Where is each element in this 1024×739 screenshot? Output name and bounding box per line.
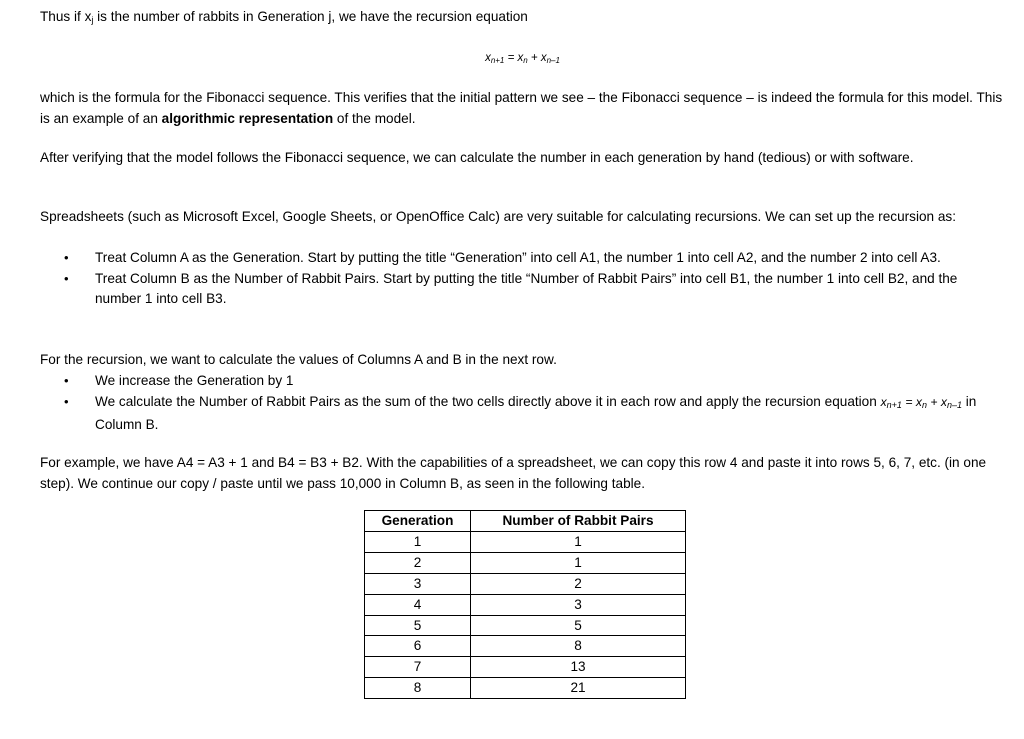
header-generation: Generation xyxy=(365,511,471,532)
table-row xyxy=(365,531,686,552)
recursion-paragraph: For the recursion, we want to calculate the values of Columns A and B in the next row. xyxy=(40,352,557,367)
recursion-list xyxy=(40,371,1005,436)
cell-rabbit-pairs: 1 xyxy=(471,531,686,552)
cell-generation: 3 xyxy=(365,573,471,594)
table-row xyxy=(365,615,686,636)
bullet-icon: • xyxy=(64,373,69,388)
table-header-row xyxy=(365,511,686,532)
bullet-icon: • xyxy=(64,270,69,286)
cell-generation: 1 xyxy=(365,531,471,552)
table-row xyxy=(365,594,686,615)
cell-rabbit-pairs: 5 xyxy=(471,615,686,636)
intro-paragraph: Thus if $x_j$ is the number of rabbits in Generation j, we have the recursion equation xyxy=(40,9,528,25)
verification-paragraph: After verifying that the model follows the Fibonacci sequence, we can calculate the number in each generation by hand (tedious) or with software. xyxy=(40,150,914,165)
example-paragraph: For example, we have A4 = A3 + 1 and B4 = B3 + B2. With the capabilities of a spreadsheet, we can copy this row 4 and paste it into rows 5, 6, 7, etc. (in one step). We continue our copy / paste until we pass 10,000 in Column B, as seen in the following table. xyxy=(40,455,987,491)
cell-rabbit-pairs: 3 xyxy=(471,594,686,615)
cell-rabbit-pairs: 2 xyxy=(471,573,686,594)
cell-generation: 6 xyxy=(365,636,471,657)
cell-rabbit-pairs: 21 xyxy=(471,678,686,699)
table-row xyxy=(365,636,686,657)
cell-generation: 2 xyxy=(365,552,471,573)
cell-generation: 7 xyxy=(365,657,471,678)
fibonacci-paragraph: which is the formula for the Fibonacci sequence. This verifies that the initial pattern we see – the Fibonacci sequence – is indeed the formula for this model. This is an example of an algorithmic representation of the model. xyxy=(40,90,1003,126)
cell-generation: 4 xyxy=(365,594,471,615)
setup-list xyxy=(40,248,1005,310)
header-rabbit-pairs: Number of Rabbit Pairs xyxy=(471,511,686,532)
table-row xyxy=(365,657,686,678)
list-item: • Treat Column B as the Number of Rabbit Pairs. Start by putting the title “Number of Rabbit Pairs” into cell B1, the number 1 into cell B2, and the number 1 into cell B3. xyxy=(64,270,958,306)
cell-generation: 8 xyxy=(365,678,471,699)
bullet-icon: • xyxy=(64,250,69,265)
recursion-equation: $x_{n+1} = x_n + x_{n-1}$ xyxy=(485,52,560,65)
table-row xyxy=(365,552,686,573)
bold-term: algorithmic representation xyxy=(161,110,334,126)
bullet-icon: • xyxy=(64,393,69,409)
list-item: • We calculate the Number of Rabbit Pairs as the sum of the two cells directly above it in each row and apply the recursion equation $x_{n+1} = x_n + x_{n-1}$ in Column B. xyxy=(64,393,977,432)
rabbit-pairs-table xyxy=(364,510,686,699)
list-item: • Treat Column A as the Generation. Start by putting the title “Generation” into cell A1, the number 1 into cell A2, and the number 2 into cell A3. xyxy=(40,248,1005,269)
cell-rabbit-pairs: 1 xyxy=(471,552,686,573)
cell-generation: 5 xyxy=(365,615,471,636)
table-row xyxy=(365,678,686,699)
table-row xyxy=(365,573,686,594)
spreadsheet-paragraph: Spreadsheets (such as Microsoft Excel, Google Sheets, or OpenOffice Calc) are very suitable for calculating recursions. We can set up the recursion as: xyxy=(40,209,956,224)
cell-rabbit-pairs: 8 xyxy=(471,636,686,657)
cell-rabbit-pairs: 13 xyxy=(471,657,686,678)
list-item: • We increase the Generation by 1 xyxy=(40,371,1005,392)
inline-equation: $x_{n+1} = x_n + x_{n-1}$ xyxy=(880,394,962,410)
